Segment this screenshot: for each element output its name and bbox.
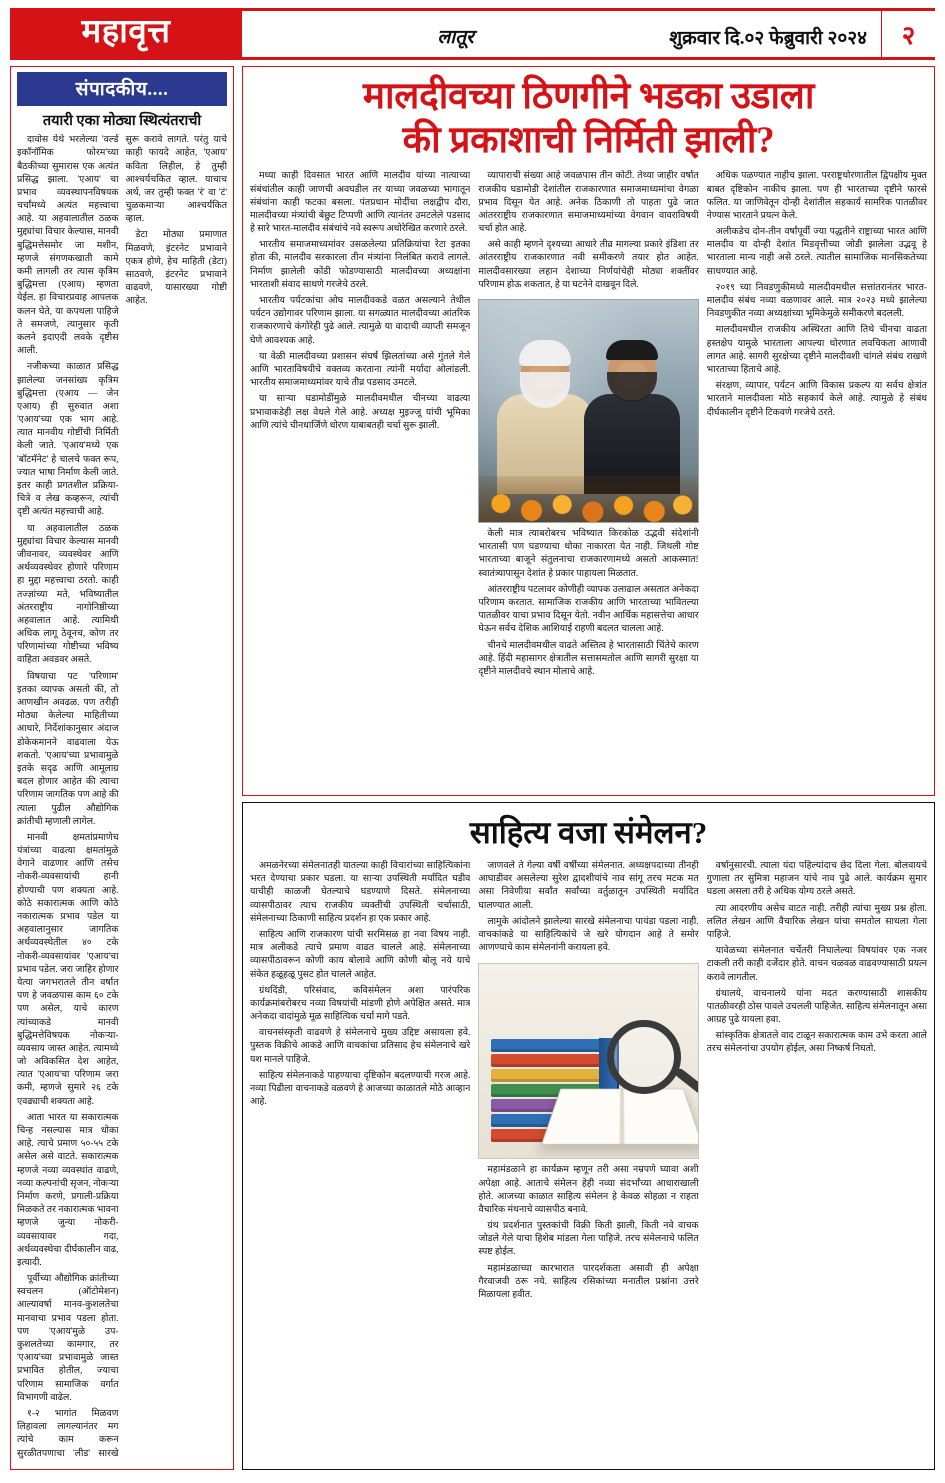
- article-paragraph: वाचनसंस्कृती वाढवणे हे संमेलनाचे मुख्य उद्दिष्ट असायला हवे. पुस्तक विक्रीचे आकडे आणि वाचकांचा प्रतिसाद हेच संमेलनाचे खरे यश मानले पाहिजे.: [250, 1028, 471, 1065]
- publication-date: शुक्रवार दि.०२ फेब्रुवारी २०२४: [669, 28, 867, 49]
- headline-line-1: मालदीवच्या ठिणगीने भडका उडाला: [362, 76, 815, 117]
- article-paragraph: साहित्य आणि राजकारण यांची सरमिसळ हा नवा विषय नाही. मात्र अलीकडे त्याचे प्रमाण वाढत चालले आहे. संमेलनाच्या व्यासपीठावरून कोणी काय बोलावे आणि कोणी बोलू नये याचे संकेत हळूहळू पुसट होत चालले आहेत.: [250, 929, 471, 980]
- article-paragraph: महामंडळाच्या कारभारात पारदर्शकता असावी ही अपेक्षा गैरवाजवी ठरू नये. साहित्य रसिकांच्या मनातील प्रश्नांना उत्तरे मिळायला हवीत.: [478, 1263, 699, 1300]
- editorial-paragraph: पूर्वीच्या औद्योगिक क्रांतीच्या स्वचलन (ऑटोमेशन) आल्यावर्षा मानव-कुशलतेचा मानवाचा प्रभाव पडला होता. पण 'एआय'मुळे उप-कुशलतेच्या कामगार, तर 'एआय'च्या प्रभावामुळे जास्त प्रभावित होतील, ज्याचा परिणाम सामाजिक वर्गात विभागणी वाढेल.: [17, 1274, 119, 1403]
- edition-city: लातूर: [437, 27, 474, 48]
- article-paragraph: अमळनेरच्या संमेलनातही यातल्या काही विचारांच्या साहित्यिकांना भरत देण्याचा प्रकार घडला. या साऱ्या उपस्थिती मर्यादित घडीव याचीही काळजी घेतल्याचे घडण्याणे दिसते. संमेलनाच्या व्यासपीठावर त्याच राजकीय व्यक्तींची उपस्थिती चर्चासाठी, संमेलनाच्या ठिकाणी साहित्य प्रदर्शन हा एक प्रकार आहे.: [250, 861, 471, 924]
- article-paragraph: या वेळी मालदीवच्या प्रशासन संघर्ष झिलतांच्या असे गुंतले गेले आणि भारताविषयीचे वक्तव्य करताना त्यांनी मर्यादा ओलांडली. भारतीय समाजमाध्यमांवर याचे तीव्र पडसाद उमटले.: [250, 351, 471, 389]
- masthead: [10, 8, 935, 60]
- article-paragraph: ग्रंथदिंडी, परिसंवाद, कविसंमेलन अशा पारंपरिक कार्यक्रमांबरोबरच नव्या विषयांची मांडणी होणे अपेक्षित असते. मात्र अनेकदा वादांमुळे मूळ साहित्यिक चर्चा मागे पडते.: [250, 985, 471, 1023]
- masthead-date-wrap: [669, 11, 881, 57]
- article-maldives-headline: [250, 75, 927, 162]
- article-paragraph: ग्रंथ प्रदर्शनात पुस्तकांची विक्री किती झाली, किती नवे वाचक जोडले गेले याचा हिशेब मांडला गेला पाहिजे. तरच संमेलनाचे फलित स्पष्ट होईल.: [478, 1221, 699, 1258]
- article-paragraph: आंतरराष्ट्रीय पटलावर कोणीही व्यापक उलाढाल असतात अनेकदा परिणाम करतात. सामाजिक राजकीय आणि भारताच्या भावितल्या पातळीवर याचा प्रभाव दिसून येतो. नवीन आर्थिक महासत्तेचा आधार घेऊन सर्वच देशिक आशियाई राहणी बदलत चालला आहे.: [478, 584, 699, 635]
- page-number: २: [881, 11, 935, 57]
- article-paragraph: लामुके आंदोलने झालेल्या सारखे संमेलनाचा पायंडा पडला नाही. वाचकांकडे या साहित्यिकांचे जे खरे योगदान आहे ते समोर आणण्याचे काम संमेलनांनी करायला हवे.: [478, 916, 699, 954]
- article-paragraph: २०१९ च्या निवडणुकीमध्ये मालदीवमधील सत्तांतरानंतर भारत-मालदीव संबंध नव्या वळणावर आले. मात्र २०२३ मध्ये झालेल्या निवडणुकीत नव्या अध्यक्षांच्या भूमिकेमुळे समीकरणे बदलली.: [706, 282, 927, 320]
- masthead-logo-block: [10, 11, 242, 57]
- article-paragraph: वर्षानुसारची. त्याला यंदा पहिल्यांदाच छेद दिला गेला. बोलवायचे गुणाला तर सुमित्रा महाजन यांचे नाव पुढे आले. कार्यक्रम सुमार घडला असला तरी हे अधिक योग्य ठरले असते.: [706, 861, 927, 898]
- editorial-paragraph: डेटा मोठ्या प्रमाणात मिळवणे, इंटरनेट प्रभावाने एकत्र होणे, हेच माहिती (डेटा) साठवणे, इंटरनेट प्रभावाने वाढवणे, यासारख्या गोष्टी आहेत.: [125, 230, 227, 307]
- article-maldives-columns: [250, 170, 927, 791]
- article-paragraph: मध्या काही दिवसात भारत आणि मालदीव यांच्या नात्याच्या संबंधांतील काही जाणची अवघडील तर याच्या जवळच्या भागातून संबंधांना काही फटका बसला. पंतप्रधान मोदींचा लक्षद्वीप दौरा, मालदीवच्या मंत्र्यांची बेछुट टिप्पणी आणि त्यानंतर उमटलेले पडसाद हे सारे भारत-मालदीव संबंधांचे नवे स्वरूप अधोरेखित करणारे ठरले.: [250, 171, 471, 235]
- magnifier-icon: [607, 1020, 681, 1094]
- article-column-2: [478, 860, 698, 1465]
- article-paragraph: सांस्कृतिक क्षेत्रातले वाद टाळून सकारात्मक काम उभे करता आले तरच संमेलनांचा उपयोग होईल, असा निष्कर्ष निघतो.: [706, 1031, 927, 1055]
- article-literature: [242, 802, 935, 1470]
- editorial-badge: संपादकीय....: [17, 72, 227, 106]
- article-paragraph: साहित्य संमेलनाकडे पाहण्याचा दृष्टिकोन बदलण्याची गरज आहे. नव्या पिढीला वाचनाकडे वळवणे हे आजच्या काळातले मोठे आव्हान आहे.: [250, 1070, 471, 1108]
- article-photo-leaders: [478, 299, 698, 523]
- article-literature-columns: [250, 860, 927, 1465]
- photo-person-hair: [519, 340, 571, 366]
- article-photo-books: [478, 963, 698, 1159]
- editorial-body: [17, 134, 227, 1465]
- article-paragraph: मालदीवमधील राजकीय अस्थिरता आणि तिथे चीनचा वाढता हस्तक्षेप यामुळे भारताला आपल्या धोरणात लवचिकता आणावी लागत आहे. सागरी सुरक्षेच्या दृष्टीने मालदीवशी चांगले संबंध राखणे भारताच्या हिताचे आहे.: [706, 325, 927, 375]
- editorial-headline: तयारी एका मोठ्या स्थित्यंतराची: [42, 113, 202, 129]
- article-paragraph: त्या आदरणीय असेच वाटत नाही. तरीही त्यांचा मुख्य प्रश्न होता. ललित लेखन आणि वैचारिक लेखन यांचा समतोल साधला गेला पाहिजे.: [706, 903, 927, 940]
- editorial-paragraph: दावोस येथे भरलेल्या 'वर्ल्ड इकॉनॉमिक फोरम'च्या बैठकीच्या सुमारास एक अत्यंत प्रसिद्ध झाला. 'एआय' चा प्रभाव व्यवस्थापनविषयक चर्चांमध्ये अत्यंत महत्त्वाचा आहे. या अहवालातील ठळक मुद्द्यांचा विचार केल्यास, मानवी बुद्धिमत्तेसमोर जा मशीन, म्हणजे संगणकखाती कामे कमी लागली तर त्यास कृत्रिम बुद्धिमत्ता (एआय) म्हणता येईल. हा विचारप्रवाह आपलक कलन घेते, या कपथला पाहिजे ते समजणे, त्यानुसार कृती कलने इदाएदी लवके दृष्टीस आली.: [17, 135, 119, 357]
- editorial-paragraph: मानवी क्षमतांप्रमाणेच यंत्रांच्या वाढत्या क्षमतांमुळे वेगाने वाढणार आणि तसेच नोकरी-व्यवसायांची हानी होण्याची पण शक्यता आहे. कोठे सकारात्मक आणि कोठे नकारात्मक प्रभाव पडेल या अहवालानुसार जागतिक अर्थव्यवस्थेतील ४० टके नोकरी-व्यवसायांवर 'एआय'चा प्रभाव पडेल. जरा जाहिर होणार येत्या जगभरातले तीन वर्षात पण हे जवळपास काम ६० टके पण असेल, याचे कारण त्यांच्याकडे मानवी बुद्धिमत्तेविषयक नोकऱ्या-व्यवसाय जास्त आहेत. त्यामध्ये जो अविकसित देश आहेत, त्यात 'एआय'चा परिणाम जरा कमी, म्हणजे सुमारे २६ टके एवढ्याची शक्यता आहे.: [17, 832, 119, 1107]
- photo-person-right: [584, 344, 680, 494]
- editorial-column: [10, 66, 234, 1470]
- article-paragraph: या साऱ्या घडामोडींमुळे मालदीवमधील चीनच्या वाढत्या प्रभावाकडेही लक्ष वेधले गेले आहे. अध्यक्ष मुइज्जू यांची भूमिका आणि त्यांचे चीनधार्जिणे धोरण याबाबतही चर्चा सुरू झाली.: [250, 394, 471, 431]
- masthead-city-wrap: [242, 11, 669, 57]
- article-paragraph: ग्रंथालये, वाचनालये यांना मदत करण्यासाठी शासकीय पातळीवरही ठोस पावले उचलली पाहिजेत. साहित्य संमेलनातून असा आग्रह पुढे यायला हवा.: [706, 988, 927, 1026]
- open-book: [541, 1089, 699, 1145]
- article-column-2: [478, 170, 698, 791]
- editorial-paragraph: नजीकच्या काळात प्रसिद्ध झालेल्या जनसांख्य कृत्रिम बुद्धिमत्ता (एआय — जेन एआय) ही सुरुवात अशा 'एआय'च्या एक भाग आहे. त्यात मानवीय गोष्टींची निर्मिती केली जाते. 'एआय'मध्ये एक 'बॉटमॅनेट' हे चालचे फक्त रूप, ज्यात भाषा निर्माण केली जाते. इतर काही प्रगतशील प्रक्रिया-चित्रे व लेख कव्हरून, त्यांची दृष्टी अत्यंत महत्त्वाची आहे.: [17, 362, 119, 518]
- article-literature-headline: साहित्य वजा संमेलन?: [469, 815, 708, 850]
- editorial-paragraph: विषयाचा पट 'परिणाम' इतका व्यापक असतो की, तो आणखीन अवढळ. पण तरीही मोठ्या केलेल्या माहितीच्या आधारे, निर्देशांकानुसार अंदाज डोकेकमानने वाढवाला येऊ शकतो. 'एआय'च्या प्रभावामुळे इतके सदृढ आणि आमूलाग्र बदल होणार आहेत की त्याचा परिणाम जागतिक पण आहे की त्याला पुढील औद्योगिक क्रांतीची म्हणाली लागेल.: [17, 671, 119, 827]
- book-item: [491, 1069, 609, 1082]
- article-paragraph: महामंडळाने हा कार्यक्रम म्हणून तरी असा नम्रपणे घ्यावा अशी अपेक्षा आहे. आताचे संमेलन हेही नव्या संदर्भांच्या आधाराखाली होते. आजच्या काळात साहित्य संमेलन हे केवळ सोहळा न राहता वैचारिक मंथनाचे व्यासपीठ बनावे.: [478, 1165, 699, 1215]
- newspaper-title: महावृत्त: [81, 13, 171, 50]
- article-paragraph: असे काही म्हणने दृश्यच्या आधारे तीव्र मागल्या प्रकारे इंडिशा तर आंतरराष्ट्रीय राजकारणात नवी समीकरणे तयार होत आहेत. मालदीवसारख्या लहान देशाच्या निर्णयांचेही मोठ्या शक्तींवर परिणाम होऊ शकतात, हे या घटनेने दाखवून दिले.: [478, 240, 699, 290]
- headline-line-2: की प्रकाशाची निर्मिती झाली?: [402, 119, 775, 161]
- photo-person-hair: [606, 340, 658, 360]
- article-column-3: [707, 170, 927, 791]
- article-paragraph: भारतीय पर्यटकांचा ओघ मालदीवकडे वळत असल्याने तेथील पर्यटन उद्योगावर परिणाम झाला. या सगळ्यात मालदीवच्या आंतरिक राजकारणाचे कंगोरेही पुढे आले. त्यामुळे या वादाची व्याप्ती समजून घेणे आवश्यक आहे.: [250, 296, 471, 346]
- article-paragraph: व्यापाराची संख्या आहे जवळपास तीन कोटी. तेथ्या जाहीर वर्षात राजकीय घडामोडी देशांतील राजकारणात समाजमाध्यमांचा वेगळा प्रभाव दिसून येत आहे. अनेक ठिकाणी तो पाहता पुढे जात आंतरराष्ट्रीय राजकारणात समाजमाध्यमांच्या वेगवान वावराविषयी चर्चा होत आहे.: [478, 171, 699, 235]
- editorial-paragraph: १-२ भागांत मिळवण लिहावला लागल्यानंतर मग त्यांचे काम करून सुरळीतपणाचा 'लीड' सारखे सुरू करावे लागते. परंतु याचे काही फायदे आहेत, 'एआय' कविता लिहील, हे तुम्ही आश्चर्यचकित व्हाल. याचाच अर्थ, जर तुम्ही फक्त 'रं' वा 'टं' चुळकमाऱ्या आश्चर्यकित व्हाल.: [17, 135, 227, 1459]
- editorial-paragraph: आता भारत या सकारात्मक चिन्ह नसल्यास मात्र धोका आहे. त्याचे प्रमाण ५०-५५ टके असेल असे वाटते. सकारात्मक म्हणजे नव्या व्यवस्थांत वाढणे, नव्या कल्पनांची सृजन, नोकऱ्या निर्माण करणे, प्रगाली-प्रक्रिया मिळकते तर नकारात्मक भावना म्हणजे जुन्या नोकरी-व्यवसायावर गदा, अर्थव्यवस्थेचा दीर्घकालीन वाढ, इत्यादी.: [17, 1112, 119, 1268]
- article-paragraph: चीनचे मालदीवमधील वाढते अस्तित्व हे भारतासाठी चिंतेचे कारण आहे. हिंदी महासागर क्षेत्रातील सत्तासमतोल आणि सागरी सुरक्षा या दृष्टीने मालदीवचे स्थान मोलाचे आहे.: [478, 640, 699, 677]
- article-paragraph: केली मात्र त्याबरोबरच भविष्यात किरकोळ उद्भवी संदेशांनी भारतासी पण घडण्याचा धोका नाकारता येत नाही. जिथली गोष्ट भारताच्या बाजूने संतुलनाचा राजकारणामध्ये असतो आकस्मात! स्वातंत्र्यापासून देशांत हे प्रकार पाहायला मिळतात.: [478, 529, 699, 579]
- photo-flower-decoration: [479, 476, 697, 522]
- article-paragraph: संरक्षण, व्यापार, पर्यटन आणि विकास प्रकल्प या सर्वच क्षेत्रांत भारताने मालदीवला मोठे सहकार्य केले आहे. त्यामुळे हे संबंध दीर्घकालीन दृष्टीने टिकवणे गरजेचे ठरते.: [706, 381, 927, 418]
- article-paragraph: यावेळच्या संमेलनात चर्चेतरी निघालेल्या विषयांवर एक नजर टाकली तरी काही दर्जेदार होते. वाचन चळवळ वाढवण्यासाठी प्रयत्न करावे लागतील.: [706, 946, 927, 983]
- article-paragraph: जाणवले ते गेल्या वर्षी वर्षीच्या संमेलनात. अध्यक्षपदाच्या तीनही आघाडीवर असलेल्या सुरेश द्वादशीयांचे नाव सांगू तरच मटक मत असा निवेणीया सर्वांत सर्वांच्या वर्तुळातून उपस्थिती मर्यादित घालण्यात आली.: [478, 861, 699, 911]
- article-paragraph: भारतीय समाजमाध्यमांवर उसळलेल्या प्रतिक्रियांचा रेटा इतका होता की, मालदीव सरकारला तीन मंत्र्यांना निलंबित करावे लागले. निर्माण झालेली कोंडी फोडण्यासाठी मालदीवच्या अध्यक्षांना भारताशी संवाद साधणे गरजेचे ठरले.: [250, 240, 471, 290]
- editorial-paragraph: या अहवालातील ठळक मुद्द्यांचा विचार केल्यास मानवी जीवनावर, व्यवस्थेवर आणि अर्थव्यवस्थेवर होणारे परिणाम हा मुद्दा महत्त्वाचा ठरतो. काही तज्ज्ञांच्या मते, भविष्यातील अंतरराष्ट्रीय नागोनिष्ठीच्या अहवालात आहे. त्यामिथी अधिक लागू ठेवूनच, कोण तर परिणामांच्या गोष्टीच्या भविष्य वाहिता अवडवर असते.: [17, 523, 119, 666]
- book-item: [491, 1039, 609, 1052]
- photo-person-left: [497, 344, 593, 494]
- article-paragraph: अधिक पळण्यात नाहीच झाला. परराष्ट्रधोरणातील द्विपक्षीय मुक्त बाबत दृष्टिकोन नाकीच झाला. पण ही भारताच्या दृष्टीने फारसे फलित. या जाणिवेतून दोन्ही देशांतील सहकार्य सामरिक पातळीवर नेण्यास भारताने प्रयत्न केले.: [706, 171, 927, 221]
- book-item: [491, 1054, 609, 1067]
- page-body: [10, 66, 935, 1470]
- article-column-1: [250, 860, 470, 1465]
- article-paragraph: अलीकडेच दोन-तीन वर्षांपूर्वी ज्या पद्धतीने राष्ट्राच्या भारत आणि मालदीव या दोन्ही देशांत मिडवृत्तीच्या जोडी झालेला उद्भवू हे भारताला मान्य नाही असे ठरले. त्यातील सामाजिक मानसिकतेच्या साधण्यात आहे.: [706, 227, 927, 277]
- article-maldives: [242, 66, 935, 796]
- article-column-3: [707, 860, 927, 1465]
- article-column-1: [250, 170, 470, 791]
- articles-column: [242, 66, 935, 1470]
